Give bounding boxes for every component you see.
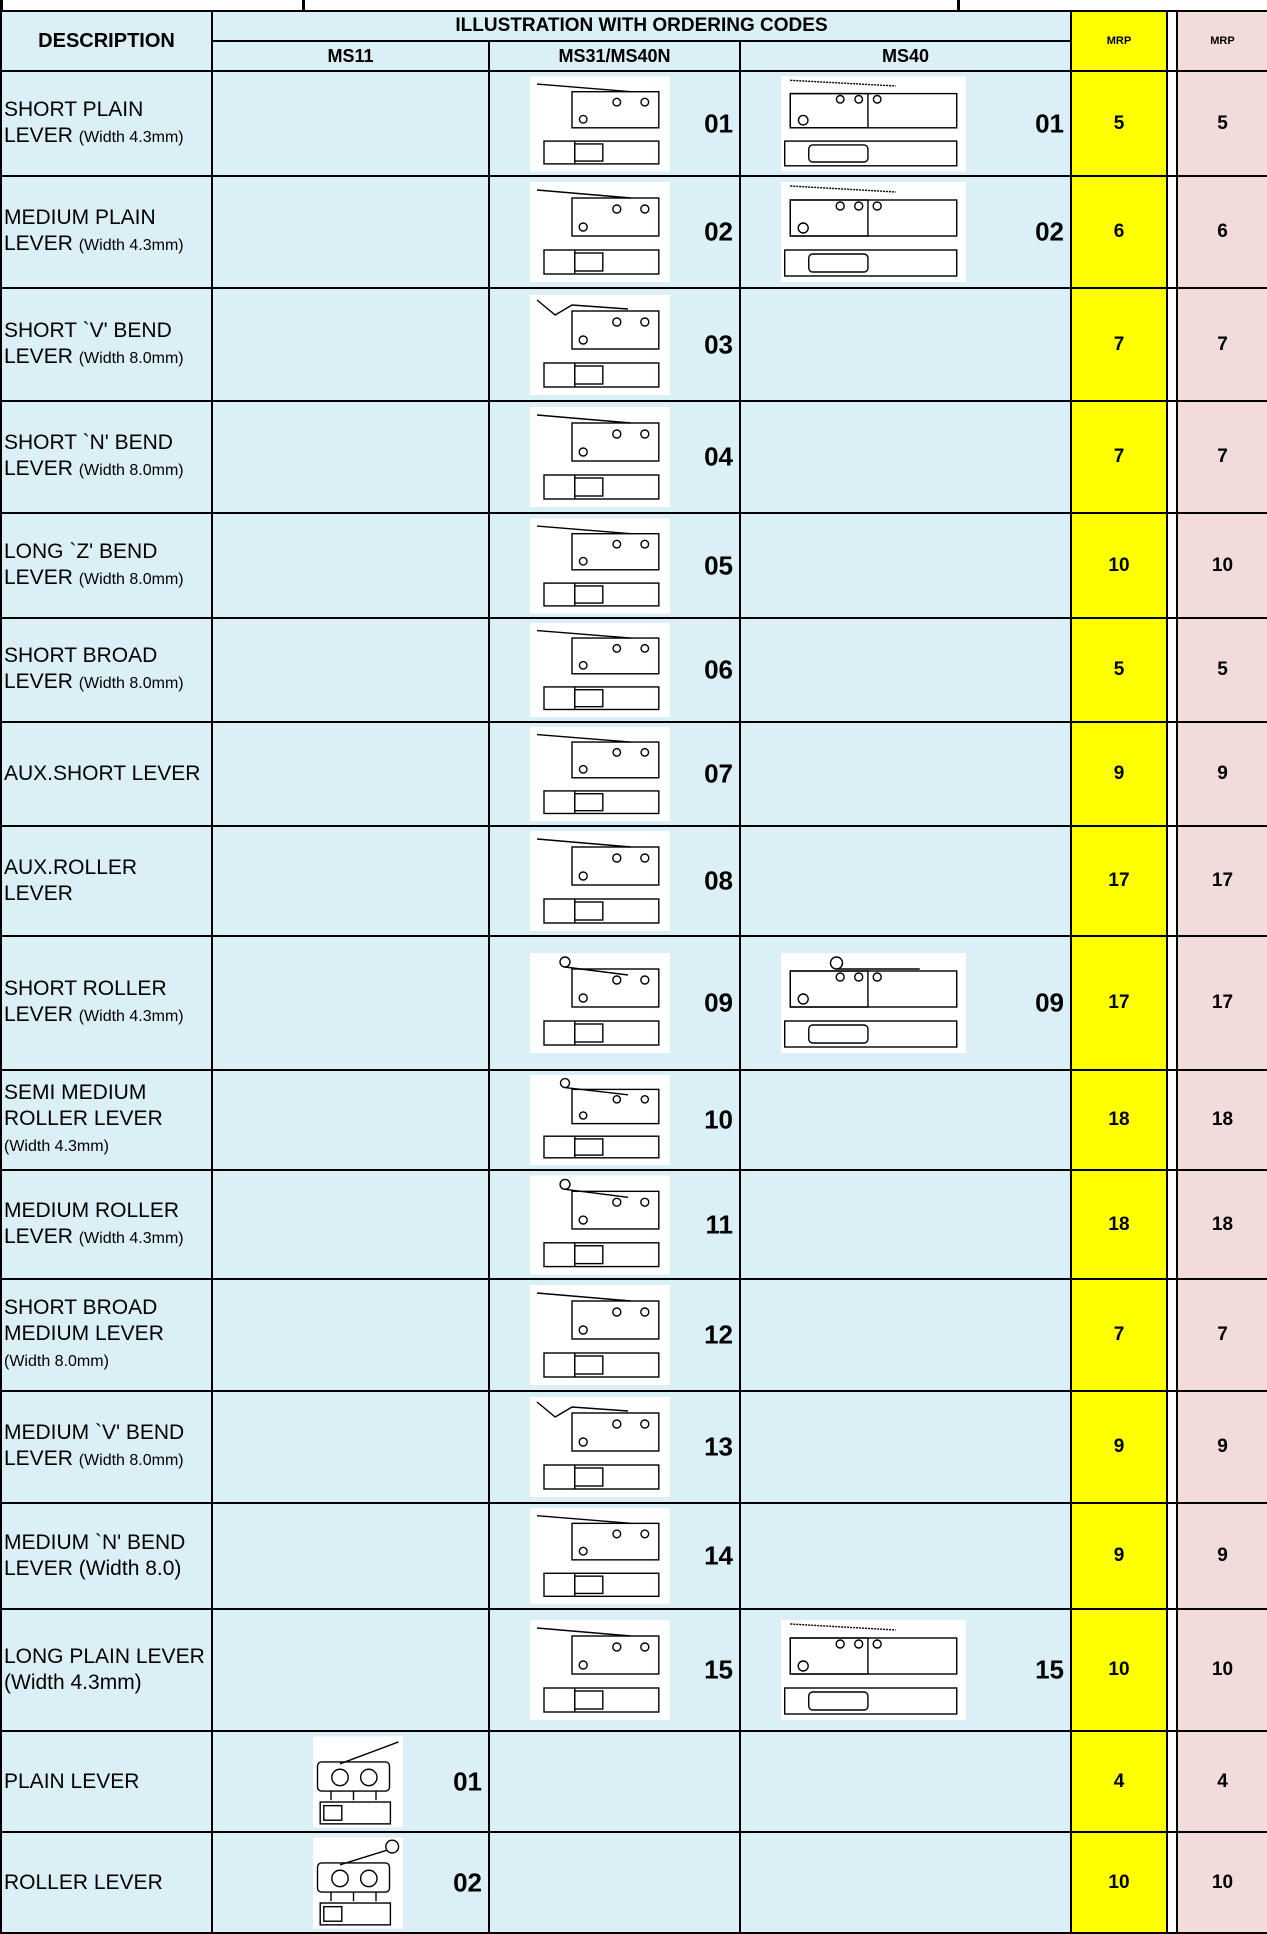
switch-illustration bbox=[530, 1397, 670, 1497]
mrp-value-2: 7 bbox=[1177, 288, 1267, 401]
description-width: (Width 4.3mm) bbox=[78, 1008, 184, 1025]
mrp-value-2: 18 bbox=[1177, 1170, 1267, 1279]
switch-illustration bbox=[530, 182, 670, 282]
table-row bbox=[1, 722, 1267, 826]
description-cell bbox=[1, 401, 212, 513]
ordering-code: 06 bbox=[704, 654, 733, 685]
description-width: (Width 4.3mm) bbox=[78, 1229, 184, 1247]
ms11-cell bbox=[212, 1279, 489, 1391]
mrp-value-2: 9 bbox=[1177, 1503, 1267, 1609]
ordering-code: 11 bbox=[705, 1209, 733, 1239]
ms11-cell bbox=[212, 1609, 489, 1731]
ordering-code: 14 bbox=[704, 1540, 733, 1571]
ordering-code: 05 bbox=[704, 550, 733, 580]
ms31-cell bbox=[489, 71, 740, 176]
ms31-cell bbox=[489, 513, 740, 618]
ms31-cell bbox=[489, 936, 740, 1070]
mrp-value-2: 17 bbox=[1177, 826, 1267, 936]
description-cell bbox=[1, 826, 212, 936]
ms40-cell bbox=[740, 1609, 1071, 1731]
ms40-cell bbox=[740, 826, 1071, 936]
top-strip bbox=[0, 0, 1267, 10]
description-name: LONG `Z' BEND LEVER bbox=[4, 539, 158, 589]
description-cell bbox=[1, 1731, 212, 1832]
ms40-cell bbox=[740, 176, 1071, 288]
column-separator bbox=[1167, 722, 1177, 826]
ms31-cell bbox=[489, 826, 740, 936]
description-cell bbox=[1, 288, 212, 401]
ms31-cell bbox=[489, 1609, 740, 1731]
mrp-value: 10 bbox=[1071, 1832, 1167, 1933]
description-name: MEDIUM PLAIN LEVER bbox=[4, 206, 156, 255]
column-separator bbox=[1167, 71, 1177, 176]
ordering-code: 04 bbox=[704, 441, 733, 472]
ms11-cell bbox=[212, 1391, 489, 1503]
switch-illustration bbox=[530, 831, 670, 931]
description-name: SHORT `N' BEND LEVER bbox=[4, 431, 173, 480]
description-cell bbox=[1, 936, 212, 1070]
ms40-cell bbox=[740, 1170, 1071, 1279]
ms31-cell bbox=[489, 618, 740, 722]
ms40-cell bbox=[740, 936, 1071, 1070]
table-row bbox=[1, 401, 1267, 513]
description-name: MEDIUM `V' BEND LEVER bbox=[4, 1421, 185, 1470]
mrp-value: 9 bbox=[1071, 1503, 1167, 1609]
description-name: MEDIUM ROLLER LEVER bbox=[4, 1198, 180, 1248]
ordering-code: 10 bbox=[704, 1104, 733, 1135]
description-cell bbox=[1, 722, 212, 826]
ms11-cell bbox=[212, 1170, 489, 1279]
ordering-codes-table bbox=[0, 10, 1267, 1934]
ms40-cell bbox=[740, 1070, 1071, 1170]
header-ms40: MS40 bbox=[740, 41, 1071, 71]
description-width: (Width 8.0mm) bbox=[78, 462, 184, 479]
mrp-value-2: 5 bbox=[1177, 71, 1267, 176]
switch-illustration bbox=[781, 1620, 966, 1720]
description-name: SHORT `V' BEND LEVER bbox=[4, 318, 172, 368]
description-name: MEDIUM `N' BEND LEVER (Width 8.0) bbox=[4, 1531, 186, 1580]
switch-illustration bbox=[530, 1285, 670, 1385]
ordering-code: 01 bbox=[1035, 108, 1064, 138]
description-name: SHORT BROAD MEDIUM LEVER bbox=[4, 1296, 164, 1345]
description-cell bbox=[1, 1503, 212, 1609]
description-cell bbox=[1, 1279, 212, 1391]
ms31-cell bbox=[489, 401, 740, 513]
ms31-cell bbox=[489, 1832, 740, 1933]
ordering-code: 09 bbox=[704, 987, 733, 1018]
switch-illustration bbox=[313, 1837, 403, 1928]
table-row bbox=[1, 1391, 1267, 1503]
ms11-cell bbox=[212, 1503, 489, 1609]
mrp-value: 5 bbox=[1071, 71, 1167, 176]
ms31-cell bbox=[489, 1391, 740, 1503]
description-name: SHORT ROLLER LEVER bbox=[4, 977, 167, 1026]
column-separator bbox=[1167, 618, 1177, 722]
table-row bbox=[1, 1832, 1267, 1933]
mrp-value: 18 bbox=[1071, 1170, 1167, 1279]
description-cell bbox=[1, 1832, 212, 1933]
mrp-value-2: 9 bbox=[1177, 1391, 1267, 1503]
ms40-cell bbox=[740, 1279, 1071, 1391]
ms40-cell bbox=[740, 513, 1071, 618]
ms40-cell bbox=[740, 288, 1071, 401]
table-row bbox=[1, 1279, 1267, 1391]
ms40-cell bbox=[740, 1731, 1071, 1832]
switch-illustration bbox=[781, 76, 966, 171]
switch-illustration bbox=[530, 407, 670, 507]
switch-illustration bbox=[530, 623, 670, 717]
description-width: (Width 8.0mm) bbox=[78, 349, 184, 367]
description-width: (Width 8.0mm) bbox=[78, 675, 184, 692]
mrp-value-2: 7 bbox=[1177, 1279, 1267, 1391]
ms31-cell bbox=[489, 1170, 740, 1279]
mrp-value-2: 9 bbox=[1177, 722, 1267, 826]
switch-illustration bbox=[530, 518, 670, 613]
top-divider bbox=[0, 0, 3, 10]
description-width: (Width 4.3mm) bbox=[78, 128, 184, 146]
mrp-value-2: 10 bbox=[1177, 1832, 1267, 1933]
table-row bbox=[1, 176, 1267, 288]
ms11-cell bbox=[212, 722, 489, 826]
table-row bbox=[1, 1070, 1267, 1170]
ms40-cell bbox=[740, 1503, 1071, 1609]
ordering-code: 02 bbox=[704, 216, 733, 247]
column-separator bbox=[1167, 936, 1177, 1070]
ms40-cell bbox=[740, 618, 1071, 722]
ms31-cell bbox=[489, 1279, 740, 1391]
column-separator bbox=[1167, 1391, 1177, 1503]
description-width: (Width 8.0mm) bbox=[78, 1452, 184, 1469]
description-cell bbox=[1, 1070, 212, 1170]
ordering-code: 08 bbox=[704, 865, 733, 896]
column-separator bbox=[1167, 1731, 1177, 1832]
mrp-value: 7 bbox=[1071, 401, 1167, 513]
mrp-value: 7 bbox=[1071, 288, 1167, 401]
ms31-cell bbox=[489, 722, 740, 826]
ms11-cell bbox=[212, 176, 489, 288]
switch-illustration bbox=[530, 727, 670, 821]
header-ms31-ms40n: MS31/MS40N bbox=[489, 41, 740, 71]
ordering-code: 02 bbox=[453, 1867, 482, 1897]
switch-illustration bbox=[530, 1175, 670, 1274]
column-separator bbox=[1167, 1070, 1177, 1170]
ms11-cell bbox=[212, 936, 489, 1070]
mrp-value: 17 bbox=[1071, 936, 1167, 1070]
switch-illustration bbox=[530, 1075, 670, 1165]
mrp-value-2: 7 bbox=[1177, 401, 1267, 513]
ms11-cell bbox=[212, 826, 489, 936]
ms11-cell bbox=[212, 71, 489, 176]
table-row bbox=[1, 618, 1267, 722]
ms11-cell bbox=[212, 401, 489, 513]
mrp-value: 5 bbox=[1071, 618, 1167, 722]
mrp-value: 6 bbox=[1071, 176, 1167, 288]
column-separator bbox=[1167, 1609, 1177, 1731]
description-cell bbox=[1, 176, 212, 288]
mrp-value: 9 bbox=[1071, 1391, 1167, 1503]
mrp-value-2: 10 bbox=[1177, 1609, 1267, 1731]
ms11-cell bbox=[212, 513, 489, 618]
switch-illustration bbox=[530, 76, 670, 171]
column-separator bbox=[1167, 11, 1177, 71]
table-row bbox=[1, 826, 1267, 936]
column-separator bbox=[1167, 1279, 1177, 1391]
description-cell bbox=[1, 1609, 212, 1731]
mrp-value: 4 bbox=[1071, 1731, 1167, 1832]
switch-illustration bbox=[530, 953, 670, 1053]
ordering-code: 07 bbox=[704, 758, 733, 789]
table-row bbox=[1, 1731, 1267, 1832]
table-row bbox=[1, 71, 1267, 176]
mrp-value-2: 6 bbox=[1177, 176, 1267, 288]
ms11-cell bbox=[212, 1731, 489, 1832]
description-name: SHORT PLAIN LEVER bbox=[4, 97, 144, 147]
description-cell bbox=[1, 1170, 212, 1279]
switch-illustration bbox=[313, 1736, 403, 1827]
ms40-cell bbox=[740, 401, 1071, 513]
switch-illustration bbox=[781, 953, 966, 1053]
description-width: (Width 4.3mm) bbox=[4, 1138, 109, 1155]
ms11-cell bbox=[212, 1070, 489, 1170]
ms40-cell bbox=[740, 1391, 1071, 1503]
ms40-cell bbox=[740, 722, 1071, 826]
ordering-code: 01 bbox=[453, 1766, 482, 1796]
mrp-value-2: 18 bbox=[1177, 1070, 1267, 1170]
description-width: (Width 8.0mm) bbox=[4, 1353, 109, 1370]
header-mrp-2: MRP bbox=[1177, 11, 1267, 71]
switch-illustration bbox=[530, 295, 670, 395]
switch-illustration bbox=[530, 1620, 670, 1720]
column-separator bbox=[1167, 176, 1177, 288]
mrp-value-2: 17 bbox=[1177, 936, 1267, 1070]
ordering-code: 03 bbox=[704, 329, 733, 359]
ms31-cell bbox=[489, 288, 740, 401]
column-separator bbox=[1167, 1832, 1177, 1933]
ms31-cell bbox=[489, 176, 740, 288]
ordering-code: 09 bbox=[1035, 987, 1064, 1018]
column-separator bbox=[1167, 288, 1177, 401]
ordering-code: 01 bbox=[704, 108, 733, 138]
mrp-value: 10 bbox=[1071, 513, 1167, 618]
ordering-code: 12 bbox=[704, 1319, 733, 1350]
switch-illustration bbox=[781, 182, 966, 282]
description-name: LONG PLAIN LEVER (Width 4.3mm) bbox=[4, 1645, 205, 1694]
mrp-value: 9 bbox=[1071, 722, 1167, 826]
description-cell bbox=[1, 71, 212, 176]
mrp-value: 10 bbox=[1071, 1609, 1167, 1731]
column-separator bbox=[1167, 513, 1177, 618]
table-row bbox=[1, 1170, 1267, 1279]
description-width: (Width 4.3mm) bbox=[78, 237, 184, 254]
table-row bbox=[1, 288, 1267, 401]
table-row bbox=[1, 1609, 1267, 1731]
header-illustration: ILLUSTRATION WITH ORDERING CODES bbox=[212, 11, 1071, 41]
ms40-cell bbox=[740, 71, 1071, 176]
ordering-code: 15 bbox=[1035, 1654, 1064, 1685]
table-row bbox=[1, 936, 1267, 1070]
ordering-code: 13 bbox=[704, 1431, 733, 1462]
description-width: (Width 8.0mm) bbox=[78, 570, 184, 588]
description-cell bbox=[1, 1391, 212, 1503]
description-name: SHORT BROAD LEVER bbox=[4, 644, 158, 693]
top-divider bbox=[957, 0, 960, 10]
description-name: AUX.ROLLER LEVER bbox=[4, 856, 138, 905]
ms31-cell bbox=[489, 1503, 740, 1609]
header-ms11: MS11 bbox=[212, 41, 489, 71]
mrp-value-2: 4 bbox=[1177, 1731, 1267, 1832]
ms40-cell bbox=[740, 1832, 1071, 1933]
description-name: SEMI MEDIUM ROLLER LEVER bbox=[4, 1081, 163, 1130]
header-description: DESCRIPTION bbox=[1, 11, 212, 71]
mrp-value: 7 bbox=[1071, 1279, 1167, 1391]
mrp-value-2: 5 bbox=[1177, 618, 1267, 722]
column-separator bbox=[1167, 1170, 1177, 1279]
mrp-value: 17 bbox=[1071, 826, 1167, 936]
column-separator bbox=[1167, 401, 1177, 513]
description-cell bbox=[1, 618, 212, 722]
description-name: AUX.SHORT LEVER bbox=[4, 762, 201, 785]
mrp-value: 18 bbox=[1071, 1070, 1167, 1170]
ms31-cell bbox=[489, 1070, 740, 1170]
ms11-cell bbox=[212, 1832, 489, 1933]
ordering-code: 02 bbox=[1035, 216, 1064, 247]
ms11-cell bbox=[212, 288, 489, 401]
mrp-value-2: 10 bbox=[1177, 513, 1267, 618]
ms31-cell bbox=[489, 1731, 740, 1832]
switch-illustration bbox=[530, 1508, 670, 1604]
table-row bbox=[1, 1503, 1267, 1609]
top-divider bbox=[302, 0, 305, 10]
header-mrp-1: MRP bbox=[1071, 11, 1167, 71]
column-separator bbox=[1167, 826, 1177, 936]
ordering-code: 15 bbox=[704, 1654, 733, 1685]
description-name: PLAIN LEVER bbox=[4, 1769, 140, 1793]
table-row bbox=[1, 513, 1267, 618]
description-name: ROLLER LEVER bbox=[4, 1870, 163, 1894]
column-separator bbox=[1167, 1503, 1177, 1609]
description-cell bbox=[1, 513, 212, 618]
ms11-cell bbox=[212, 618, 489, 722]
